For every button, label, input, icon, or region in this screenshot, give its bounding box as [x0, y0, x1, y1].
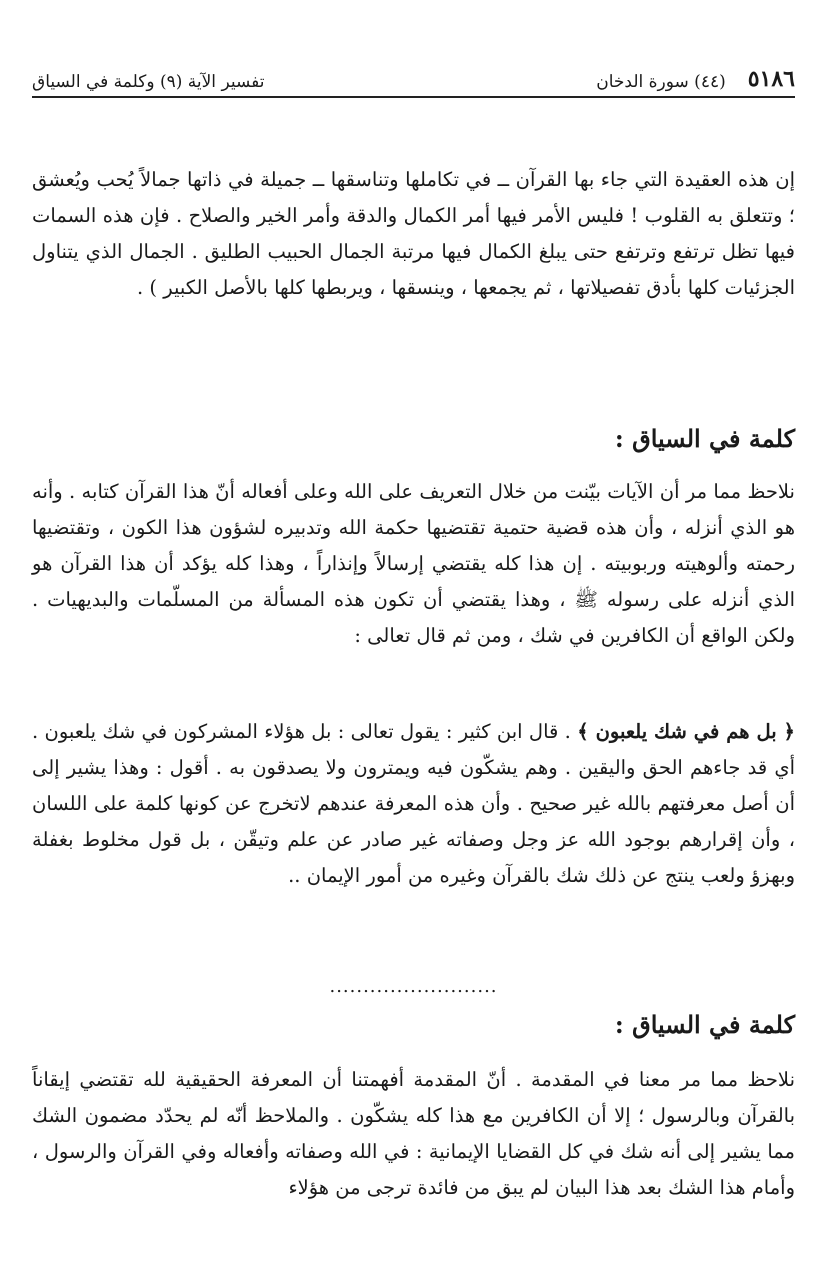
- dotted-separator: .........................: [329, 976, 498, 997]
- section-paragraph: نلاحظ مما مر أن الآيات بيّنت من خلال التعريف على الله وعلى أفعاله أنّ هذا القرآن كتابه . وأنه هو الذي أنزله ، وأن هذه قضية حتمية تقتضيها حكمة الله وتدبيره لشؤون هذا الكون ، وتقتضيها رحمته وألوهيته وربوبيته . إن هذا كله يقتضي إرسالاً وإنذاراً ، وهذا كله يؤكد أن هذا القرآن هو الذي أنزله على رسوله ﷺ ، وهذا يقتضي أن تكون هذه المسألة من المسلّمات والبديهيات . ولكن الواقع أن الكافرين في شك ، ومن ثم قال تعالى :: [32, 480, 795, 647]
- surah-title: (٤٤) سورة الدخان: [596, 72, 726, 92]
- header-right-group: [596, 66, 795, 92]
- section-paragraph-2: نلاحظ مما مر معنا في المقدمة . أنّ المقدمة أفهمتنا أن المعرفة الحقيقية لله تقتضي إيقاناً بالقرآن وبالرسول ؛ إلا أن الكافرين مع هذا كله يشكّون . والملاحظ أنّه لم يحدّد مضمون الشك مما يشير إلى أنه شك في كل القضايا الإيمانية : في الله وصفاته وأفعاله وفي القرآن والرسول ، وأمام هذا الشك بعد هذا البيان لم يبق من فائدة ترجى من هؤلاء: [32, 1068, 795, 1199]
- section-heading: كلمة في السياق :: [614, 424, 795, 453]
- page-header: [32, 56, 795, 98]
- book-page: [32, 0, 795, 1269]
- commentary-text: . قال ابن كثير : يقول تعالى : بل هؤلاء المشركون في شك يلعبون . أي قد جاءهم الحق واليقين . وهم يشكّون فيه ويمترون ولا يصدقون به . أقول : وهذا يشير إلى أن أصل معرفتهم بالله غير صحيح . وأن هذه المعرفة عندهم لاتخرج عن كونها كلمة على اللسان ، وأن إقرارهم بوجود الله عز وجل وصفاته غير صادر عن علم وتيقّن ، بل قول مخلوط بغفلة وبهزؤ ولعب ينتج عن ذلك شك بالقرآن وغيره من أمور الإيمان ..: [32, 720, 795, 887]
- section-heading-2: كلمة في السياق :: [614, 1010, 795, 1039]
- verse-commentary: [32, 714, 795, 894]
- intro-paragraph: إن هذه العقيدة التي جاء بها القرآن ــ في تكاملها وتناسقها ــ جميلة في ذاتها جمالاً يُحب ويُعشق ؛ وتتعلق به القلوب ! فليس الأمر فيها أمر الكمال والدقة وأمر الخير والصلاح . فإن هذه السمات فيها تظل ترتفع وترتفع حتى يبلغ الكمال فيها مرتبة الجمال الحبيب الطليق . الجمال الذي يتناول الجزئيات كلها بأدق تفصيلاتها ، ثم يجمعها ، وينسقها ، ويربطها كلها بالأصل الكبير ) .: [32, 168, 795, 299]
- page-number: ٥١٨٦: [747, 66, 795, 92]
- running-title: تفسير الآية (٩) وكلمة في السياق: [32, 72, 265, 92]
- quran-verse: ﴿ بل هم في شك يلعبون ﴾: [577, 720, 795, 743]
